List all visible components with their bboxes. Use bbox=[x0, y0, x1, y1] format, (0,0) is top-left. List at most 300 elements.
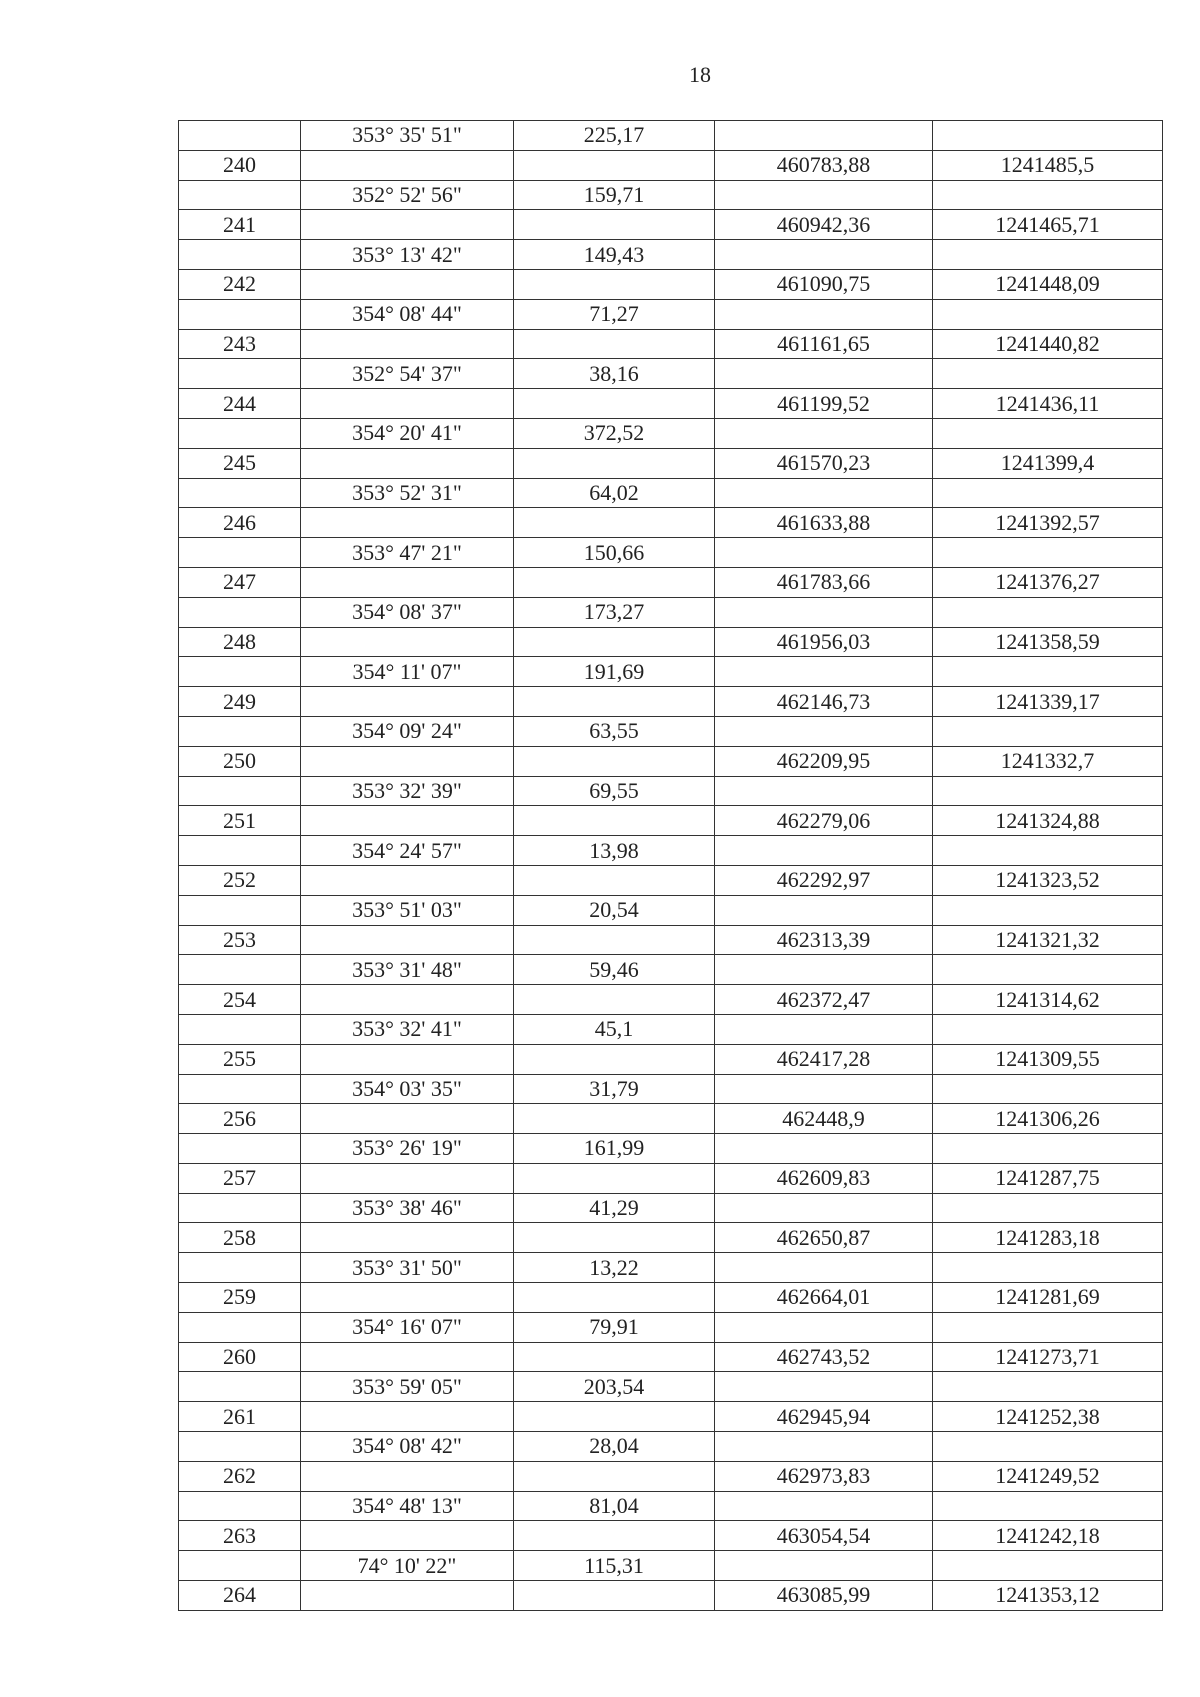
y-cell-empty bbox=[933, 538, 1163, 568]
bearing-cell: 354° 03' 35" bbox=[301, 1074, 514, 1104]
distance-cell: 28,04 bbox=[514, 1432, 715, 1462]
point-number-cell: 260 bbox=[179, 1342, 301, 1372]
segment-row bbox=[179, 359, 1163, 389]
point-cell-empty bbox=[179, 359, 301, 389]
distance-cell-empty bbox=[514, 1461, 715, 1491]
point-row bbox=[179, 925, 1163, 955]
bearing-cell-empty bbox=[301, 1461, 514, 1491]
point-row bbox=[179, 389, 1163, 419]
bearing-cell: 353° 38' 46" bbox=[301, 1193, 514, 1223]
distance-cell-empty bbox=[514, 806, 715, 836]
y-coordinate-cell: 1241399,4 bbox=[933, 448, 1163, 478]
survey-coordinates-table bbox=[178, 120, 1163, 1611]
point-cell-empty bbox=[179, 418, 301, 448]
distance-cell-empty bbox=[514, 865, 715, 895]
x-coordinate-cell: 461633,88 bbox=[715, 508, 933, 538]
x-coordinate-cell: 462743,52 bbox=[715, 1342, 933, 1372]
x-coordinate-cell: 461161,65 bbox=[715, 329, 933, 359]
segment-row bbox=[179, 1312, 1163, 1342]
bearing-cell: 74° 10' 22" bbox=[301, 1551, 514, 1581]
x-cell-empty bbox=[715, 1014, 933, 1044]
x-cell-empty bbox=[715, 1074, 933, 1104]
bearing-cell: 352° 54' 37" bbox=[301, 359, 514, 389]
x-coordinate-cell: 462146,73 bbox=[715, 687, 933, 717]
distance-cell: 149,43 bbox=[514, 240, 715, 270]
y-coordinate-cell: 1241436,11 bbox=[933, 389, 1163, 419]
bearing-cell: 354° 08' 42" bbox=[301, 1432, 514, 1462]
point-number-cell: 255 bbox=[179, 1044, 301, 1074]
point-row bbox=[179, 1163, 1163, 1193]
x-cell-empty bbox=[715, 955, 933, 985]
bearing-cell-empty bbox=[301, 210, 514, 240]
x-cell-empty bbox=[715, 1134, 933, 1164]
point-cell-empty bbox=[179, 1014, 301, 1044]
distance-cell-empty bbox=[514, 925, 715, 955]
x-cell-empty bbox=[715, 121, 933, 151]
y-coordinate-cell: 1241448,09 bbox=[933, 269, 1163, 299]
point-number-cell: 261 bbox=[179, 1402, 301, 1432]
distance-cell: 79,91 bbox=[514, 1312, 715, 1342]
x-cell-empty bbox=[715, 1193, 933, 1223]
point-number-cell: 241 bbox=[179, 210, 301, 240]
x-cell-empty bbox=[715, 716, 933, 746]
point-cell-empty bbox=[179, 478, 301, 508]
y-cell-empty bbox=[933, 121, 1163, 151]
distance-cell: 372,52 bbox=[514, 418, 715, 448]
point-row bbox=[179, 150, 1163, 180]
bearing-cell: 353° 26' 19" bbox=[301, 1134, 514, 1164]
point-row bbox=[179, 329, 1163, 359]
point-row bbox=[179, 1104, 1163, 1134]
x-coordinate-cell: 462209,95 bbox=[715, 746, 933, 776]
distance-cell: 31,79 bbox=[514, 1074, 715, 1104]
x-coordinate-cell: 461090,75 bbox=[715, 269, 933, 299]
bearing-cell-empty bbox=[301, 1283, 514, 1313]
point-cell-empty bbox=[179, 895, 301, 925]
point-number-cell: 250 bbox=[179, 746, 301, 776]
point-number-cell: 253 bbox=[179, 925, 301, 955]
bearing-cell-empty bbox=[301, 806, 514, 836]
y-cell-empty bbox=[933, 836, 1163, 866]
segment-row bbox=[179, 1253, 1163, 1283]
distance-cell-empty bbox=[514, 985, 715, 1015]
bearing-cell-empty bbox=[301, 1104, 514, 1134]
distance-cell: 173,27 bbox=[514, 597, 715, 627]
point-number-cell: 245 bbox=[179, 448, 301, 478]
segment-row bbox=[179, 240, 1163, 270]
x-cell-empty bbox=[715, 895, 933, 925]
distance-cell-empty bbox=[514, 1044, 715, 1074]
y-coordinate-cell: 1241314,62 bbox=[933, 985, 1163, 1015]
distance-cell: 81,04 bbox=[514, 1491, 715, 1521]
bearing-cell-empty bbox=[301, 269, 514, 299]
point-number-cell: 262 bbox=[179, 1461, 301, 1491]
segment-row bbox=[179, 418, 1163, 448]
distance-cell-empty bbox=[514, 1283, 715, 1313]
x-coordinate-cell: 462372,47 bbox=[715, 985, 933, 1015]
y-cell-empty bbox=[933, 955, 1163, 985]
distance-cell-empty bbox=[514, 1402, 715, 1432]
x-cell-empty bbox=[715, 597, 933, 627]
point-cell-empty bbox=[179, 1253, 301, 1283]
point-row bbox=[179, 1461, 1163, 1491]
y-coordinate-cell: 1241353,12 bbox=[933, 1581, 1163, 1611]
distance-cell-empty bbox=[514, 1104, 715, 1134]
bearing-cell-empty bbox=[301, 329, 514, 359]
point-cell-empty bbox=[179, 1491, 301, 1521]
point-cell-empty bbox=[179, 657, 301, 687]
y-coordinate-cell: 1241309,55 bbox=[933, 1044, 1163, 1074]
y-coordinate-cell: 1241323,52 bbox=[933, 865, 1163, 895]
distance-cell: 150,66 bbox=[514, 538, 715, 568]
distance-cell-empty bbox=[514, 687, 715, 717]
bearing-cell: 353° 47' 21" bbox=[301, 538, 514, 568]
distance-cell: 159,71 bbox=[514, 180, 715, 210]
y-coordinate-cell: 1241339,17 bbox=[933, 687, 1163, 717]
y-cell-empty bbox=[933, 1134, 1163, 1164]
y-coordinate-cell: 1241358,59 bbox=[933, 627, 1163, 657]
distance-cell-empty bbox=[514, 150, 715, 180]
x-coordinate-cell: 460942,36 bbox=[715, 210, 933, 240]
bearing-cell: 354° 08' 44" bbox=[301, 299, 514, 329]
bearing-cell-empty bbox=[301, 1521, 514, 1551]
bearing-cell-empty bbox=[301, 389, 514, 419]
point-number-cell: 263 bbox=[179, 1521, 301, 1551]
x-cell-empty bbox=[715, 657, 933, 687]
distance-cell-empty bbox=[514, 627, 715, 657]
bearing-cell: 354° 20' 41" bbox=[301, 418, 514, 448]
bearing-cell: 353° 31' 48" bbox=[301, 955, 514, 985]
segment-row bbox=[179, 121, 1163, 151]
y-cell-empty bbox=[933, 299, 1163, 329]
point-row bbox=[179, 269, 1163, 299]
distance-cell: 64,02 bbox=[514, 478, 715, 508]
point-number-cell: 257 bbox=[179, 1163, 301, 1193]
distance-cell: 191,69 bbox=[514, 657, 715, 687]
x-coordinate-cell: 461570,23 bbox=[715, 448, 933, 478]
distance-cell-empty bbox=[514, 508, 715, 538]
point-row bbox=[179, 1044, 1163, 1074]
y-cell-empty bbox=[933, 1551, 1163, 1581]
bearing-cell-empty bbox=[301, 1044, 514, 1074]
x-cell-empty bbox=[715, 1372, 933, 1402]
x-cell-empty bbox=[715, 836, 933, 866]
point-number-cell: 243 bbox=[179, 329, 301, 359]
bearing-cell-empty bbox=[301, 687, 514, 717]
bearing-cell-empty bbox=[301, 1223, 514, 1253]
y-cell-empty bbox=[933, 1014, 1163, 1044]
x-coordinate-cell: 462945,94 bbox=[715, 1402, 933, 1432]
segment-row bbox=[179, 597, 1163, 627]
segment-row bbox=[179, 1014, 1163, 1044]
bearing-cell: 354° 16' 07" bbox=[301, 1312, 514, 1342]
segment-row bbox=[179, 1074, 1163, 1104]
bearing-cell-empty bbox=[301, 508, 514, 538]
distance-cell: 71,27 bbox=[514, 299, 715, 329]
bearing-cell-empty bbox=[301, 865, 514, 895]
bearing-cell: 352° 52' 56" bbox=[301, 180, 514, 210]
segment-row bbox=[179, 1551, 1163, 1581]
bearing-cell-empty bbox=[301, 448, 514, 478]
y-coordinate-cell: 1241242,18 bbox=[933, 1521, 1163, 1551]
point-row bbox=[179, 746, 1163, 776]
y-coordinate-cell: 1241332,7 bbox=[933, 746, 1163, 776]
x-cell-empty bbox=[715, 418, 933, 448]
y-coordinate-cell: 1241465,71 bbox=[933, 210, 1163, 240]
distance-cell: 69,55 bbox=[514, 776, 715, 806]
y-cell-empty bbox=[933, 1491, 1163, 1521]
y-cell-empty bbox=[933, 240, 1163, 270]
x-cell-empty bbox=[715, 1312, 933, 1342]
bearing-cell-empty bbox=[301, 925, 514, 955]
bearing-cell: 354° 09' 24" bbox=[301, 716, 514, 746]
bearing-cell: 353° 32' 39" bbox=[301, 776, 514, 806]
x-cell-empty bbox=[715, 359, 933, 389]
point-row bbox=[179, 210, 1163, 240]
x-cell-empty bbox=[715, 538, 933, 568]
point-number-cell: 252 bbox=[179, 865, 301, 895]
segment-row bbox=[179, 955, 1163, 985]
segment-row bbox=[179, 180, 1163, 210]
bearing-cell-empty bbox=[301, 985, 514, 1015]
distance-cell: 63,55 bbox=[514, 716, 715, 746]
x-cell-empty bbox=[715, 1253, 933, 1283]
point-cell-empty bbox=[179, 538, 301, 568]
bearing-cell: 354° 08' 37" bbox=[301, 597, 514, 627]
y-cell-empty bbox=[933, 359, 1163, 389]
x-cell-empty bbox=[715, 1491, 933, 1521]
bearing-cell-empty bbox=[301, 1581, 514, 1611]
point-cell-empty bbox=[179, 1312, 301, 1342]
distance-cell: 59,46 bbox=[514, 955, 715, 985]
x-coordinate-cell: 461956,03 bbox=[715, 627, 933, 657]
segment-row bbox=[179, 299, 1163, 329]
bearing-cell: 354° 24' 57" bbox=[301, 836, 514, 866]
y-cell-empty bbox=[933, 716, 1163, 746]
bearing-cell-empty bbox=[301, 567, 514, 597]
bearing-cell-empty bbox=[301, 746, 514, 776]
bearing-cell: 353° 31' 50" bbox=[301, 1253, 514, 1283]
segment-row bbox=[179, 716, 1163, 746]
table-body bbox=[179, 121, 1163, 1611]
distance-cell: 115,31 bbox=[514, 1551, 715, 1581]
y-coordinate-cell: 1241376,27 bbox=[933, 567, 1163, 597]
point-number-cell: 246 bbox=[179, 508, 301, 538]
x-coordinate-cell: 462448,9 bbox=[715, 1104, 933, 1134]
point-number-cell: 259 bbox=[179, 1283, 301, 1313]
segment-row bbox=[179, 1372, 1163, 1402]
point-row bbox=[179, 865, 1163, 895]
x-cell-empty bbox=[715, 299, 933, 329]
point-cell-empty bbox=[179, 240, 301, 270]
y-coordinate-cell: 1241287,75 bbox=[933, 1163, 1163, 1193]
distance-cell: 45,1 bbox=[514, 1014, 715, 1044]
point-number-cell: 248 bbox=[179, 627, 301, 657]
x-coordinate-cell: 461199,52 bbox=[715, 389, 933, 419]
distance-cell-empty bbox=[514, 329, 715, 359]
y-coordinate-cell: 1241252,38 bbox=[933, 1402, 1163, 1432]
y-cell-empty bbox=[933, 478, 1163, 508]
point-cell-empty bbox=[179, 597, 301, 627]
distance-cell: 13,98 bbox=[514, 836, 715, 866]
distance-cell-empty bbox=[514, 567, 715, 597]
point-cell-empty bbox=[179, 180, 301, 210]
bearing-cell: 353° 51' 03" bbox=[301, 895, 514, 925]
y-coordinate-cell: 1241306,26 bbox=[933, 1104, 1163, 1134]
point-number-cell: 264 bbox=[179, 1581, 301, 1611]
distance-cell-empty bbox=[514, 389, 715, 419]
y-cell-empty bbox=[933, 657, 1163, 687]
x-coordinate-cell: 461783,66 bbox=[715, 567, 933, 597]
y-cell-empty bbox=[933, 180, 1163, 210]
point-row bbox=[179, 567, 1163, 597]
x-coordinate-cell: 462664,01 bbox=[715, 1283, 933, 1313]
point-row bbox=[179, 1223, 1163, 1253]
x-coordinate-cell: 462650,87 bbox=[715, 1223, 933, 1253]
y-coordinate-cell: 1241281,69 bbox=[933, 1283, 1163, 1313]
point-number-cell: 256 bbox=[179, 1104, 301, 1134]
x-coordinate-cell: 460783,88 bbox=[715, 150, 933, 180]
point-number-cell: 247 bbox=[179, 567, 301, 597]
distance-cell-empty bbox=[514, 1342, 715, 1372]
point-row bbox=[179, 985, 1163, 1015]
segment-row bbox=[179, 1432, 1163, 1462]
x-cell-empty bbox=[715, 478, 933, 508]
x-coordinate-cell: 462292,97 bbox=[715, 865, 933, 895]
distance-cell-empty bbox=[514, 1521, 715, 1551]
point-number-cell: 240 bbox=[179, 150, 301, 180]
point-cell-empty bbox=[179, 1372, 301, 1402]
y-cell-empty bbox=[933, 1074, 1163, 1104]
point-row bbox=[179, 448, 1163, 478]
bearing-cell-empty bbox=[301, 627, 514, 657]
x-coordinate-cell: 463054,54 bbox=[715, 1521, 933, 1551]
x-coordinate-cell: 462973,83 bbox=[715, 1461, 933, 1491]
point-cell-empty bbox=[179, 776, 301, 806]
y-cell-empty bbox=[933, 1432, 1163, 1462]
y-coordinate-cell: 1241392,57 bbox=[933, 508, 1163, 538]
x-cell-empty bbox=[715, 1551, 933, 1581]
distance-cell: 38,16 bbox=[514, 359, 715, 389]
point-cell-empty bbox=[179, 1432, 301, 1462]
y-cell-empty bbox=[933, 1253, 1163, 1283]
distance-cell: 41,29 bbox=[514, 1193, 715, 1223]
distance-cell-empty bbox=[514, 448, 715, 478]
bearing-cell: 353° 59' 05" bbox=[301, 1372, 514, 1402]
distance-cell: 13,22 bbox=[514, 1253, 715, 1283]
y-cell-empty bbox=[933, 418, 1163, 448]
distance-cell-empty bbox=[514, 210, 715, 240]
segment-row bbox=[179, 895, 1163, 925]
x-coordinate-cell: 462609,83 bbox=[715, 1163, 933, 1193]
y-cell-empty bbox=[933, 597, 1163, 627]
segment-row bbox=[179, 1491, 1163, 1521]
distance-cell-empty bbox=[514, 1163, 715, 1193]
point-row bbox=[179, 508, 1163, 538]
point-number-cell: 254 bbox=[179, 985, 301, 1015]
y-cell-empty bbox=[933, 1372, 1163, 1402]
point-row bbox=[179, 806, 1163, 836]
bearing-cell: 354° 11' 07" bbox=[301, 657, 514, 687]
x-cell-empty bbox=[715, 1432, 933, 1462]
distance-cell: 161,99 bbox=[514, 1134, 715, 1164]
y-coordinate-cell: 1241283,18 bbox=[933, 1223, 1163, 1253]
bearing-cell: 354° 48' 13" bbox=[301, 1491, 514, 1521]
x-coordinate-cell: 462279,06 bbox=[715, 806, 933, 836]
distance-cell: 203,54 bbox=[514, 1372, 715, 1402]
point-number-cell: 244 bbox=[179, 389, 301, 419]
point-row bbox=[179, 1283, 1163, 1313]
x-cell-empty bbox=[715, 240, 933, 270]
segment-row bbox=[179, 657, 1163, 687]
segment-row bbox=[179, 1193, 1163, 1223]
page-number: 18 bbox=[689, 62, 711, 87]
bearing-cell: 353° 32' 41" bbox=[301, 1014, 514, 1044]
point-cell-empty bbox=[179, 299, 301, 329]
point-number-cell: 258 bbox=[179, 1223, 301, 1253]
point-cell-empty bbox=[179, 1134, 301, 1164]
bearing-cell: 353° 13' 42" bbox=[301, 240, 514, 270]
point-cell-empty bbox=[179, 1074, 301, 1104]
point-cell-empty bbox=[179, 1193, 301, 1223]
x-cell-empty bbox=[715, 776, 933, 806]
point-row bbox=[179, 687, 1163, 717]
y-cell-empty bbox=[933, 1312, 1163, 1342]
y-coordinate-cell: 1241249,52 bbox=[933, 1461, 1163, 1491]
x-cell-empty bbox=[715, 180, 933, 210]
y-coordinate-cell: 1241273,71 bbox=[933, 1342, 1163, 1372]
y-cell-empty bbox=[933, 1193, 1163, 1223]
distance-cell-empty bbox=[514, 1223, 715, 1253]
segment-row bbox=[179, 1134, 1163, 1164]
x-coordinate-cell: 463085,99 bbox=[715, 1581, 933, 1611]
point-row bbox=[179, 1581, 1163, 1611]
distance-cell-empty bbox=[514, 269, 715, 299]
distance-cell-empty bbox=[514, 1581, 715, 1611]
point-row bbox=[179, 1521, 1163, 1551]
point-cell-empty bbox=[179, 836, 301, 866]
y-cell-empty bbox=[933, 776, 1163, 806]
point-number-cell: 242 bbox=[179, 269, 301, 299]
distance-cell-empty bbox=[514, 746, 715, 776]
bearing-cell-empty bbox=[301, 1402, 514, 1432]
point-row bbox=[179, 627, 1163, 657]
point-cell-empty bbox=[179, 955, 301, 985]
y-coordinate-cell: 1241485,5 bbox=[933, 150, 1163, 180]
point-number-cell: 251 bbox=[179, 806, 301, 836]
point-row bbox=[179, 1342, 1163, 1372]
y-coordinate-cell: 1241324,88 bbox=[933, 806, 1163, 836]
x-coordinate-cell: 462417,28 bbox=[715, 1044, 933, 1074]
point-number-cell: 249 bbox=[179, 687, 301, 717]
point-cell-empty bbox=[179, 1551, 301, 1581]
bearing-cell: 353° 52' 31" bbox=[301, 478, 514, 508]
bearing-cell-empty bbox=[301, 150, 514, 180]
point-cell-empty bbox=[179, 716, 301, 746]
segment-row bbox=[179, 836, 1163, 866]
distance-cell: 20,54 bbox=[514, 895, 715, 925]
bearing-cell: 353° 35' 51" bbox=[301, 121, 514, 151]
distance-cell: 225,17 bbox=[514, 121, 715, 151]
bearing-cell-empty bbox=[301, 1163, 514, 1193]
y-cell-empty bbox=[933, 895, 1163, 925]
bearing-cell-empty bbox=[301, 1342, 514, 1372]
segment-row bbox=[179, 776, 1163, 806]
segment-row bbox=[179, 538, 1163, 568]
y-coordinate-cell: 1241321,32 bbox=[933, 925, 1163, 955]
y-coordinate-cell: 1241440,82 bbox=[933, 329, 1163, 359]
x-coordinate-cell: 462313,39 bbox=[715, 925, 933, 955]
